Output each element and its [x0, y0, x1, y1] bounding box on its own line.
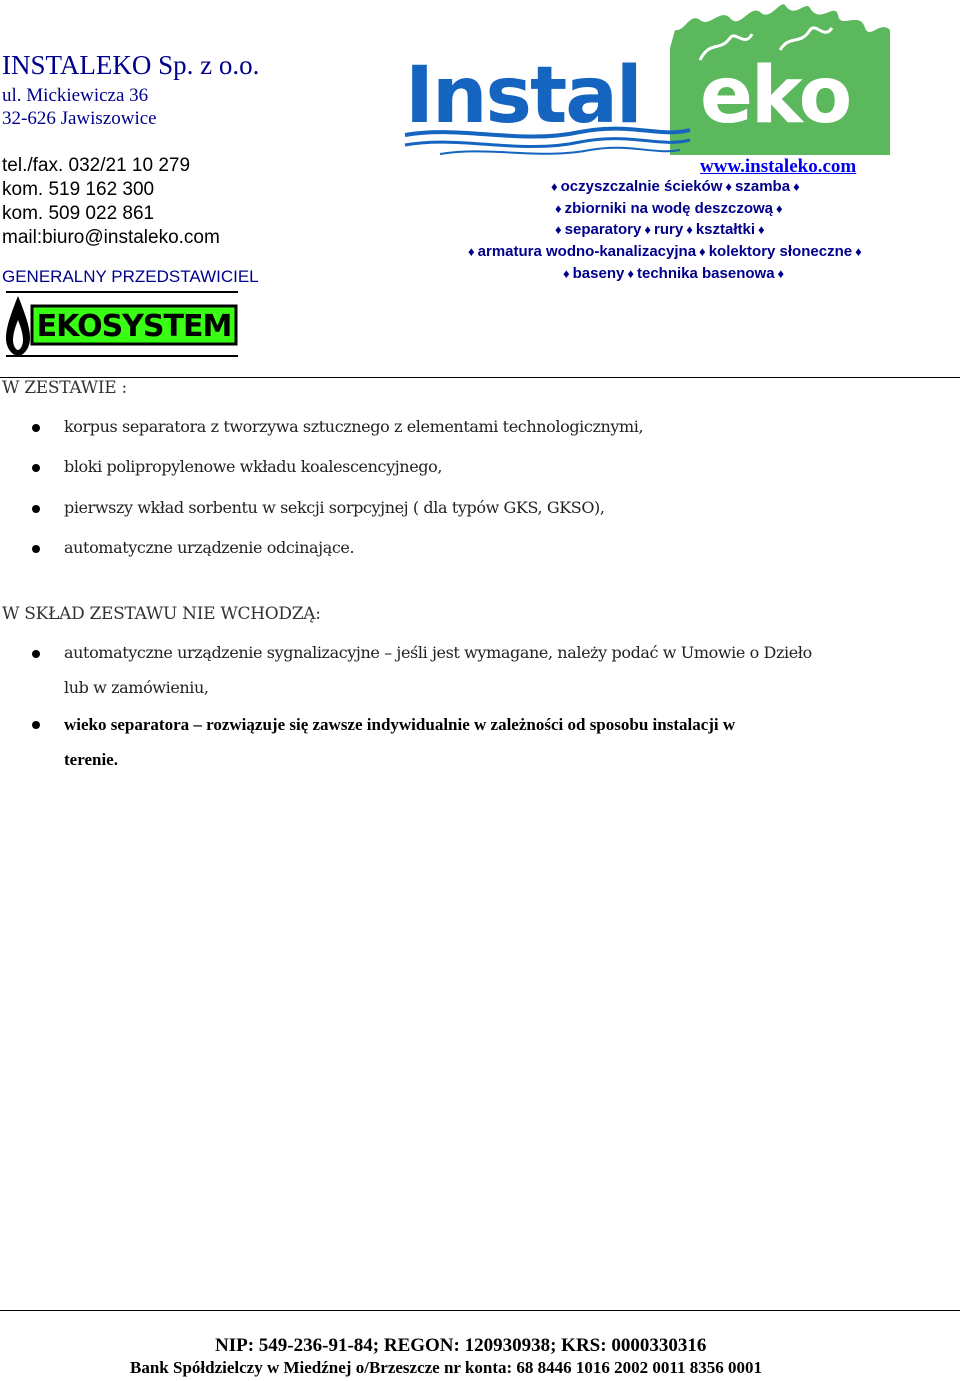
list-item: pierwszy wkład sorbentu w sekcji sorpcyjnej ( dla typów GKS, GKSO),	[64, 498, 605, 517]
instaleko-logo	[400, 0, 900, 160]
diamond-icon: ♦	[563, 266, 570, 281]
diamond-icon: ♦	[725, 179, 733, 194]
website-link[interactable]: www.instaleko.com	[700, 156, 857, 177]
footer-registration-numbers: NIP: 549-236-91-84; REGON: 120930938; KRS: 0000330316	[215, 1335, 707, 1356]
offer-item: baseny	[572, 265, 625, 282]
bullet-icon	[32, 721, 40, 729]
contact-phone: tel./fax. 032/21 10 279	[2, 155, 191, 176]
bullet-icon	[32, 545, 40, 553]
section-title-not-included: W SKŁAD ZESTAWU NIE WCHODZĄ:	[2, 604, 321, 624]
bullet-icon	[32, 650, 40, 658]
company-city: 32-626 Jawiszowice	[2, 108, 157, 129]
list-item: bloki polipropylenowe wkładu koalescencyjnego,	[64, 457, 443, 476]
footer-bank-account: Bank Spółdzielczy w Miedźnej o/Brzeszcze nr konta: 68 8446 1016 2002 0011 8356 0001	[130, 1358, 762, 1377]
offer-item: oczyszczalnie ścieków	[560, 178, 723, 195]
diamond-icon: ♦	[627, 266, 634, 281]
bullet-icon	[32, 424, 40, 432]
diamond-icon: ♦	[777, 266, 785, 281]
diamond-icon: ♦	[776, 201, 783, 216]
offer-line-1	[548, 178, 803, 195]
list-item: korpus separatora z tworzywa sztucznego z elementami technologicznymi,	[64, 417, 644, 436]
footer-divider	[0, 1310, 960, 1311]
bullet-icon	[32, 464, 40, 472]
offer-item: technika basenowa	[636, 265, 775, 282]
diamond-icon: ♦	[686, 222, 693, 237]
diamond-icon: ♦	[644, 222, 651, 237]
logo-text-instal: Instal	[405, 51, 641, 141]
general-representative-label: GENERALNY PRZEDSTAWICIEL	[2, 267, 259, 286]
ekosystem-logo-text: EKOSYSTEM	[36, 309, 232, 344]
diamond-icon: ♦	[855, 244, 862, 259]
list-item-line: automatyczne urządzenie sygnalizacyjne – jeśli jest wymagane, należy podać w Umowie o Dzieło	[64, 643, 812, 662]
diamond-icon: ♦	[555, 201, 562, 216]
offer-item: szamba	[735, 178, 791, 195]
diamond-icon: ♦	[555, 222, 562, 237]
offer-item: kolektory słoneczne	[708, 243, 853, 260]
offer-item: rury	[654, 221, 684, 238]
diamond-icon: ♦	[699, 244, 706, 259]
company-name: INSTALEKO Sp. z o.o.	[2, 50, 260, 80]
list-item: automatyczne urządzenie odcinające.	[64, 538, 355, 557]
ekosystem-logo	[2, 290, 238, 358]
offer-item: zbiorniki na wodę deszczową	[564, 200, 774, 217]
list-item-line: lub w zamówieniu,	[64, 678, 209, 697]
diamond-icon: ♦	[468, 244, 475, 259]
contact-mobile-1: kom. 519 162 300	[2, 179, 155, 200]
contact-mobile-2: kom. 509 022 861	[2, 203, 155, 224]
list-item-line-bold: wieko separatora – rozwiązuje się zawsze indywidualnie w zależności od sposobu instalacji w	[64, 715, 736, 734]
offer-line-3	[552, 221, 768, 238]
offer-line-2	[552, 200, 786, 217]
offer-item: kształtki	[695, 221, 756, 238]
list-item-line-bold: terenie.	[64, 750, 118, 769]
logo-text-eko: eko	[700, 51, 851, 141]
offer-line-4	[465, 243, 865, 260]
diamond-icon: ♦	[758, 222, 765, 237]
header-divider	[0, 377, 960, 378]
contact-email: mail:biuro@instaleko.com	[2, 227, 220, 248]
bullet-icon	[32, 505, 40, 513]
offer-item: separatory	[564, 221, 642, 238]
offer-item: armatura wodno-kanalizacyjna	[477, 243, 697, 260]
section-title-included: W ZESTAWIE :	[2, 378, 127, 398]
diamond-icon: ♦	[793, 179, 800, 194]
company-street: ul. Mickiewicza 36	[2, 85, 149, 106]
diamond-icon: ♦	[551, 179, 558, 194]
offer-line-5	[560, 265, 787, 282]
